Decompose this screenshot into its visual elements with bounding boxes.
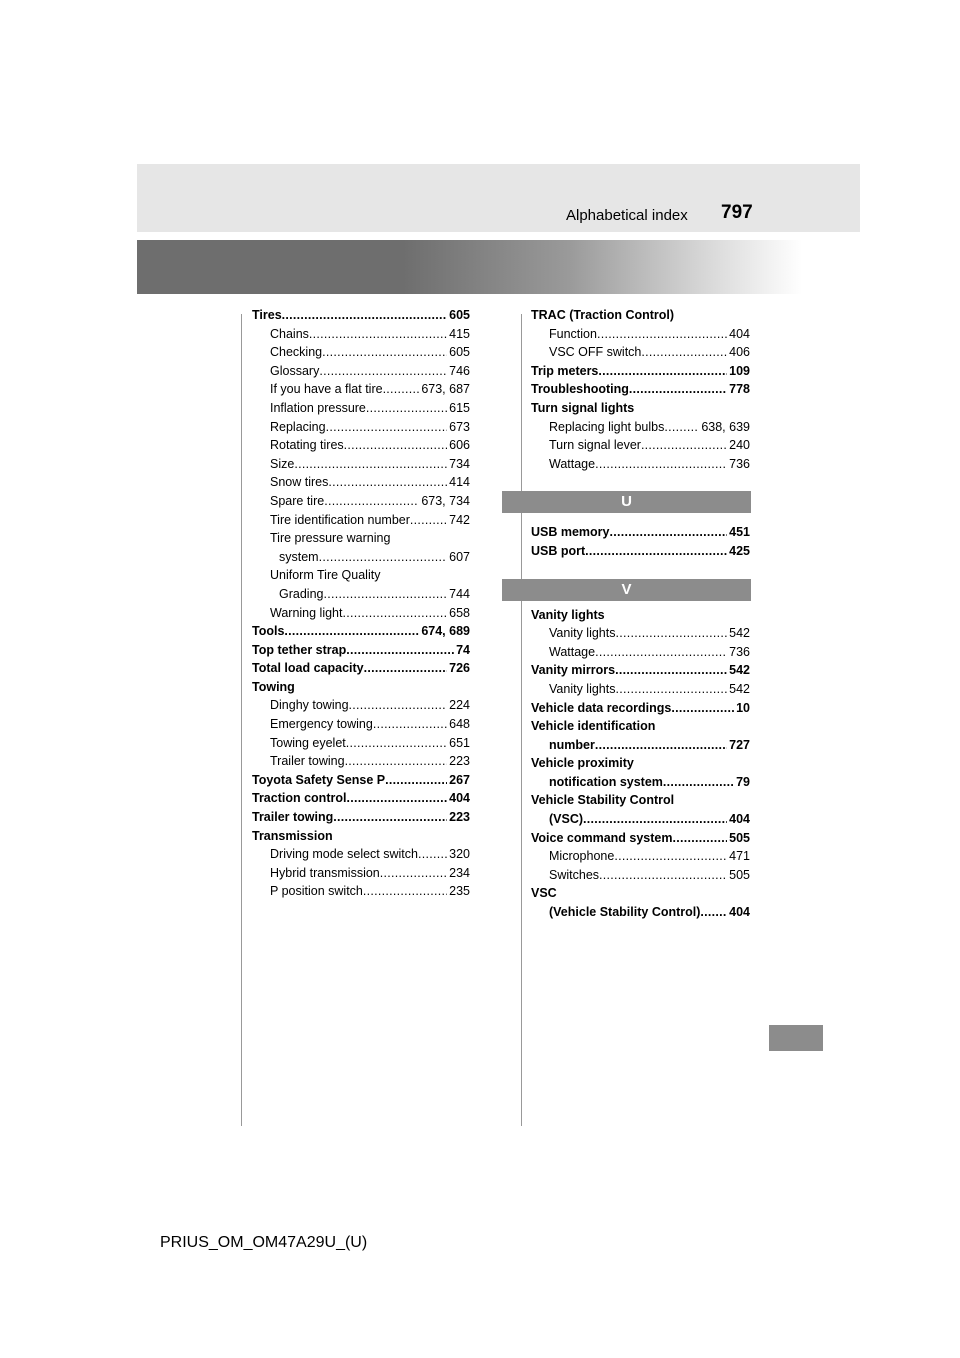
dot-leader: [323, 585, 447, 604]
column-divider-middle: [521, 314, 522, 1126]
dot-leader: [673, 829, 728, 848]
entry-page: 79: [736, 774, 750, 789]
entry-term: Tire identification number: [270, 512, 410, 527]
index-entry: [531, 542, 750, 561]
index-entry: [531, 624, 750, 643]
entry-page: 648: [449, 717, 470, 732]
index-entry: [252, 864, 470, 883]
index-entry: Transmission: [252, 828, 333, 843]
index-entry: [531, 418, 750, 437]
entry-page: 674, 689: [421, 624, 470, 639]
index-entry: [531, 362, 750, 381]
dot-leader: [373, 715, 447, 734]
index-column-right: [531, 306, 750, 922]
dot-leader: [615, 680, 727, 699]
chapter-tab: [769, 1025, 823, 1051]
dot-leader: [343, 604, 448, 623]
entry-term: Switches: [549, 867, 600, 882]
entry-term: Vehicle data recordings: [531, 700, 672, 715]
dot-leader: [319, 362, 447, 381]
dot-leader: [346, 641, 454, 660]
dot-leader: [324, 492, 419, 511]
entry-page: 414: [449, 475, 470, 490]
dot-leader: [282, 306, 447, 325]
entry-term: Hybrid transmission: [270, 865, 380, 880]
entry-page: 404: [729, 326, 750, 341]
index-entry: Towing: [252, 679, 295, 694]
index-entry: Vehicle identification: [531, 719, 656, 734]
dot-leader: [346, 734, 447, 753]
index-entry: [252, 362, 470, 381]
entry-page: 224: [449, 698, 470, 713]
entry-page: 746: [449, 363, 470, 378]
dot-leader: [583, 810, 727, 829]
index-entry: [531, 455, 750, 474]
entry-page: 638, 639: [701, 419, 750, 434]
index-entry: [252, 734, 470, 753]
entry-term: Vanity lights: [549, 681, 616, 696]
entry-term: Turn signal lever: [549, 438, 641, 453]
index-entry: [252, 511, 470, 530]
index-entry: [252, 325, 470, 344]
entry-term: Size: [270, 456, 295, 471]
index-entry: [531, 773, 750, 792]
index-entry: [252, 622, 470, 641]
entry-page: 404: [729, 812, 750, 827]
dot-leader: [585, 542, 727, 561]
entry-page: 744: [449, 586, 470, 601]
index-entry: [252, 380, 470, 399]
index-entry: [252, 306, 470, 325]
dot-leader: [345, 752, 448, 771]
section-gradient-bar: [137, 240, 802, 294]
dot-leader: [364, 659, 448, 678]
index-entry: [531, 380, 750, 399]
entry-page: 673, 687: [421, 382, 470, 397]
index-entry: [531, 661, 750, 680]
entry-page: 267: [449, 772, 470, 787]
entry-page: 235: [449, 884, 470, 899]
index-column-left: [252, 306, 470, 901]
index-entry: TRAC (Traction Control): [531, 308, 675, 322]
index-entry: [531, 903, 750, 922]
dot-leader: [383, 380, 420, 399]
index-entry: [252, 808, 470, 827]
dot-leader: [641, 436, 727, 455]
section-header-u: U: [502, 491, 751, 513]
entry-page: 505: [729, 867, 750, 882]
dot-leader: [615, 624, 727, 643]
dot-leader: [595, 643, 727, 662]
dot-leader: [363, 882, 447, 901]
index-entry: [252, 399, 470, 418]
entry-term: Dinghy towing: [270, 698, 349, 713]
entry-page: 404: [729, 905, 750, 920]
entry-page: 542: [729, 681, 750, 696]
dot-leader: [380, 864, 447, 883]
index-entry: [252, 715, 470, 734]
index-entry: [531, 523, 750, 542]
entry-page: 734: [449, 456, 470, 471]
entry-term: Toyota Safety Sense P: [252, 772, 386, 787]
index-entry: [531, 325, 750, 344]
section-header-v: V: [502, 579, 751, 601]
index-entry: [252, 455, 470, 474]
entry-term: Warning light: [270, 605, 343, 620]
entry-page: 607: [449, 549, 470, 564]
dot-leader: [641, 343, 727, 362]
entry-term: Total load capacity: [252, 661, 364, 676]
index-group-v: [531, 606, 750, 922]
entry-page: 615: [449, 400, 470, 415]
entry-page: 736: [729, 456, 750, 471]
entry-term: P position switch: [270, 884, 363, 899]
entry-term: Wattage: [549, 456, 596, 471]
entry-term: VSC OFF switch: [549, 345, 642, 360]
dot-leader: [294, 455, 447, 474]
index-entry: [252, 641, 470, 660]
index-entry: [252, 659, 470, 678]
entry-term: Trailer towing: [252, 810, 334, 825]
entry-page: 240: [729, 438, 750, 453]
entry-page: 727: [729, 737, 750, 752]
dot-leader: [610, 523, 728, 542]
entry-term: Glossary: [270, 363, 320, 378]
entry-page: 658: [449, 605, 470, 620]
dot-leader: [322, 343, 447, 362]
index-entry: VSC: [531, 886, 557, 901]
entry-term: Inflation pressure: [270, 400, 366, 415]
index-entry: [531, 643, 750, 662]
entry-term: Traction control: [252, 791, 347, 806]
dot-leader: [597, 325, 727, 344]
entry-page: 451: [729, 525, 750, 540]
dot-leader: [629, 380, 727, 399]
index-entry: [252, 789, 470, 808]
dot-leader: [410, 511, 447, 530]
entry-page: 109: [729, 363, 750, 378]
entry-term: system: [279, 549, 319, 564]
entry-term: Towing eyelet: [270, 735, 346, 750]
entry-page: 425: [729, 543, 750, 558]
entry-term: Trailer towing: [270, 754, 345, 769]
index-entry: Vanity lights: [531, 607, 605, 622]
entry-page: 542: [729, 626, 750, 641]
dot-leader: [671, 699, 734, 718]
entry-term: Trip meters: [531, 363, 599, 378]
index-group-u: [531, 523, 750, 560]
entry-term: USB memory: [531, 525, 610, 540]
index-entry: [252, 771, 470, 790]
index-entry: [252, 585, 470, 604]
index-group-t: [531, 306, 750, 473]
document-code: PRIUS_OM_OM47A29U_(U): [160, 1234, 368, 1251]
column-divider-left: [241, 314, 242, 1126]
entry-term: Wattage: [549, 644, 596, 659]
dot-leader: [598, 362, 727, 381]
entry-term: Rotating tires: [270, 438, 344, 453]
entry-page: 406: [729, 345, 750, 360]
dot-leader: [349, 696, 448, 715]
entry-page: 736: [729, 644, 750, 659]
index-entry: [531, 736, 750, 755]
index-entry: [252, 696, 470, 715]
dot-leader: [366, 399, 447, 418]
entry-term: Troubleshooting: [531, 382, 629, 397]
entry-page: 320: [449, 847, 470, 862]
page-number: 797: [721, 202, 753, 223]
dot-leader: [319, 548, 448, 567]
index-entry: [252, 752, 470, 771]
entry-page: 404: [449, 791, 470, 806]
dot-leader: [284, 622, 419, 641]
index-entry: [252, 845, 470, 864]
entry-page: 223: [449, 754, 470, 769]
index-entry: [531, 436, 750, 455]
index-entry: [252, 882, 470, 901]
dot-leader: [326, 418, 448, 437]
entry-term: Microphone: [549, 849, 615, 864]
dot-leader: [700, 903, 727, 922]
entry-term: Vanity mirrors: [531, 663, 616, 678]
entry-page: 74: [456, 642, 470, 657]
entry-term: Tools: [252, 624, 285, 639]
entry-term: notification system: [549, 774, 663, 789]
header-title: Alphabetical index: [566, 207, 688, 224]
index-entry: Turn signal lights: [531, 400, 635, 415]
dot-leader: [418, 845, 447, 864]
index-entry: Vehicle Stability Control: [531, 793, 675, 808]
index-entry: [531, 810, 750, 829]
entry-term: Checking: [270, 345, 323, 360]
entry-page: 471: [729, 849, 750, 864]
index-entry: [252, 604, 470, 623]
entry-term: Replacing light bulbs: [549, 419, 665, 434]
index-entry: [531, 343, 750, 362]
entry-page: 10: [736, 700, 750, 715]
dot-leader: [614, 847, 727, 866]
entry-page: 742: [449, 512, 470, 527]
entry-term: USB port: [531, 543, 586, 558]
entry-page: 234: [449, 865, 470, 880]
index-entry: [252, 418, 470, 437]
index-entry: [252, 436, 470, 455]
entry-term: Chains: [270, 326, 309, 341]
index-entry: [531, 866, 750, 885]
index-entry: [252, 492, 470, 511]
dot-leader: [385, 771, 447, 790]
dot-leader: [663, 773, 734, 792]
entry-page: 651: [449, 735, 470, 750]
dot-leader: [346, 789, 447, 808]
entry-term: Voice command system: [531, 830, 673, 845]
dot-leader: [333, 808, 447, 827]
entry-page: 778: [729, 382, 750, 397]
entry-page: 605: [449, 308, 470, 322]
entry-term: Emergency towing: [270, 717, 373, 732]
entry-page: 673, 734: [421, 493, 470, 508]
entry-term: (VSC): [549, 812, 584, 827]
entry-page: 606: [449, 438, 470, 453]
index-entry: [531, 680, 750, 699]
entry-page: 673: [449, 419, 470, 434]
entry-term: Replacing: [270, 419, 326, 434]
entry-term: (Vehicle Stability Control): [549, 905, 701, 920]
entry-term: Vanity lights: [549, 626, 616, 641]
index-entry: [531, 847, 750, 866]
index-entry: [252, 548, 470, 567]
entry-page: 726: [449, 661, 470, 676]
entry-term: Grading: [279, 586, 324, 601]
entry-term: If you have a flat tire: [270, 382, 383, 397]
entry-page: 505: [729, 830, 750, 845]
entry-term: number: [549, 737, 595, 752]
dot-leader: [664, 418, 699, 437]
entry-page: 223: [449, 810, 470, 825]
entry-page: 415: [449, 326, 470, 341]
entry-page: 605: [449, 345, 470, 360]
entry-term: Top tether strap: [252, 642, 347, 657]
entry-term: Spare tire: [270, 493, 325, 508]
entry-term: Tires: [252, 308, 282, 322]
entry-term: Driving mode select switch: [270, 847, 418, 862]
dot-leader: [595, 455, 727, 474]
index-entry: [252, 473, 470, 492]
dot-leader: [328, 473, 447, 492]
dot-leader: [309, 325, 447, 344]
index-entry: [252, 343, 470, 362]
index-entry: Tire pressure warning: [270, 531, 391, 546]
index-entry: [531, 699, 750, 718]
dot-leader: [615, 661, 727, 680]
index-entry: [531, 829, 750, 848]
dot-leader: [344, 436, 447, 455]
dot-leader: [595, 736, 727, 755]
entry-page: 542: [729, 663, 750, 678]
entry-term: Snow tires: [270, 475, 329, 490]
index-entry: Uniform Tire Quality: [270, 568, 381, 583]
index-entry: Vehicle proximity: [531, 756, 634, 771]
entry-term: Function: [549, 326, 597, 341]
dot-leader: [599, 866, 727, 885]
